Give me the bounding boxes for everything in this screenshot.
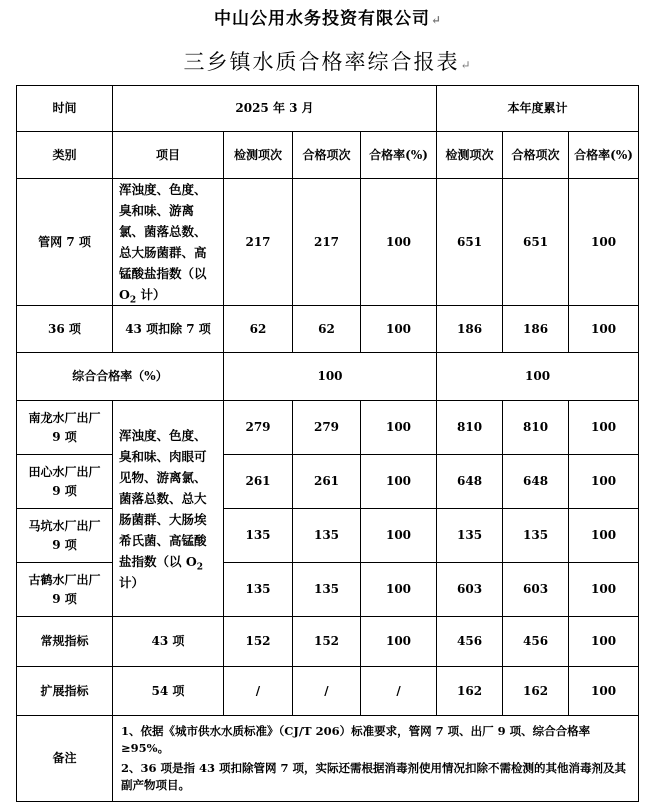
ytd-passed-header: 合格项次 bbox=[503, 132, 569, 179]
plant-month-rate: 100 bbox=[361, 401, 437, 455]
plant-month-tested: 261 bbox=[224, 455, 293, 509]
plant-month-passed: 135 bbox=[293, 509, 361, 563]
remark-line-1: 1、依据《城市供水水质标准》（CJ/T 206）标准要求，管网 7 项、出厂 9 项、综合合格率≥95%。 bbox=[121, 724, 591, 755]
plant-ytd-rate: 100 bbox=[569, 509, 639, 563]
row36-item: 43 项扣除 7 项 bbox=[113, 306, 224, 353]
ytd-rate-header: 合格率(%) bbox=[569, 132, 639, 179]
network-month-tested: 217 bbox=[224, 179, 293, 306]
regular-ytd-passed: 456 bbox=[503, 617, 569, 667]
plant-name: 南龙水厂出厂 9 项 bbox=[17, 401, 113, 455]
plant-name: 马坑水厂出厂 9 项 bbox=[17, 509, 113, 563]
ytd-label: 本年度累计 bbox=[437, 86, 639, 132]
remark-line-2: 2、36 项是指 43 项扣除管网 7 项，实际还需根据消毒剂使用情况扣除不需检测的其他消毒剂及其副产物项目。 bbox=[121, 761, 627, 792]
remarks-row bbox=[17, 716, 639, 802]
month-passed-header: 合格项次 bbox=[293, 132, 361, 179]
plant-ytd-rate: 100 bbox=[569, 455, 639, 509]
plant-month-tested: 135 bbox=[224, 509, 293, 563]
extended-indicator-row bbox=[17, 667, 639, 716]
row-36-items bbox=[17, 306, 639, 353]
plant-row bbox=[17, 509, 639, 563]
remarks-label: 备注 bbox=[17, 716, 113, 802]
plant-month-passed: 135 bbox=[293, 563, 361, 617]
extended-ytd-rate: 100 bbox=[569, 667, 639, 716]
network-row bbox=[17, 179, 639, 306]
plant-month-rate: 100 bbox=[361, 509, 437, 563]
header-row-time bbox=[17, 86, 639, 132]
plant-month-passed: 261 bbox=[293, 455, 361, 509]
overall-month: 100 bbox=[224, 353, 437, 401]
extended-item: 54 项 bbox=[113, 667, 224, 716]
plant-month-rate: 100 bbox=[361, 563, 437, 617]
network-month-rate: 100 bbox=[361, 179, 437, 306]
regular-month-tested: 152 bbox=[224, 617, 293, 667]
extended-month-passed: / bbox=[293, 667, 361, 716]
month-rate-header: 合格率(%) bbox=[361, 132, 437, 179]
plant-ytd-passed: 603 bbox=[503, 563, 569, 617]
network-items: 浑浊度、色度、臭和味、游离氯、菌落总数、总大肠菌群、高锰酸盐指数（以 $O_2$ 计） bbox=[113, 179, 224, 306]
plant-ytd-rate: 100 bbox=[569, 563, 639, 617]
row36-ytd-tested: 186 bbox=[437, 306, 503, 353]
quality-report-table bbox=[16, 85, 639, 802]
time-label: 时间 bbox=[17, 86, 113, 132]
remarks-text bbox=[113, 716, 639, 802]
month-tested-header: 检测项次 bbox=[224, 132, 293, 179]
network-category: 管网 7 项 bbox=[17, 179, 113, 306]
plant-row bbox=[17, 563, 639, 617]
plant-ytd-passed: 135 bbox=[503, 509, 569, 563]
plant-ytd-rate: 100 bbox=[569, 401, 639, 455]
extended-month-tested: / bbox=[224, 667, 293, 716]
plant-ytd-passed: 810 bbox=[503, 401, 569, 455]
extended-category: 扩展指标 bbox=[17, 667, 113, 716]
plant-ytd-tested: 810 bbox=[437, 401, 503, 455]
header-row-columns bbox=[17, 132, 639, 179]
company-name: 中山公用水务投资有限公司↵ bbox=[213, 9, 443, 29]
extended-ytd-passed: 162 bbox=[503, 667, 569, 716]
plant-month-tested: 279 bbox=[224, 401, 293, 455]
row36-ytd-passed: 186 bbox=[503, 306, 569, 353]
extended-month-rate: / bbox=[361, 667, 437, 716]
ytd-tested-header: 检测项次 bbox=[437, 132, 503, 179]
plant-month-rate: 100 bbox=[361, 455, 437, 509]
overall-rate-row bbox=[17, 353, 639, 401]
network-month-passed: 217 bbox=[293, 179, 361, 306]
regular-item: 43 项 bbox=[113, 617, 224, 667]
category-header: 类别 bbox=[17, 132, 113, 179]
regular-category: 常规指标 bbox=[17, 617, 113, 667]
plant-ytd-tested: 648 bbox=[437, 455, 503, 509]
plant-month-passed: 279 bbox=[293, 401, 361, 455]
overall-label: 综合合格率（%） bbox=[17, 353, 224, 401]
report-title: 三乡镇水质合格率综合报表↵ bbox=[183, 50, 473, 74]
plant-month-tested: 135 bbox=[224, 563, 293, 617]
item-header: 项目 bbox=[113, 132, 224, 179]
regular-month-passed: 152 bbox=[293, 617, 361, 667]
plant-items: 浑浊度、色度、臭和味、肉眼可见物、游离氯、菌落总数、总大肠菌群、大肠埃希氏菌、高锰酸盐指数（以 $O_2$ 计） bbox=[113, 401, 224, 617]
extended-ytd-tested: 162 bbox=[437, 667, 503, 716]
regular-ytd-tested: 456 bbox=[437, 617, 503, 667]
overall-ytd: 100 bbox=[437, 353, 639, 401]
row36-month-passed: 62 bbox=[293, 306, 361, 353]
row36-ytd-rate: 100 bbox=[569, 306, 639, 353]
plant-name: 田心水厂出厂 9 项 bbox=[17, 455, 113, 509]
plant-row bbox=[17, 401, 639, 455]
network-ytd-passed: 651 bbox=[503, 179, 569, 306]
plant-ytd-tested: 603 bbox=[437, 563, 503, 617]
plant-name: 古鹤水厂出厂 9 项 bbox=[17, 563, 113, 617]
network-ytd-rate: 100 bbox=[569, 179, 639, 306]
row36-category: 36 项 bbox=[17, 306, 113, 353]
regular-indicator-row bbox=[17, 617, 639, 667]
regular-month-rate: 100 bbox=[361, 617, 437, 667]
row36-month-rate: 100 bbox=[361, 306, 437, 353]
plant-ytd-passed: 648 bbox=[503, 455, 569, 509]
plant-ytd-tested: 135 bbox=[437, 509, 503, 563]
network-ytd-tested: 651 bbox=[437, 179, 503, 306]
period-label: 2025 年 3 月 bbox=[113, 86, 437, 132]
regular-ytd-rate: 100 bbox=[569, 617, 639, 667]
plant-row bbox=[17, 455, 639, 509]
row36-month-tested: 62 bbox=[224, 306, 293, 353]
